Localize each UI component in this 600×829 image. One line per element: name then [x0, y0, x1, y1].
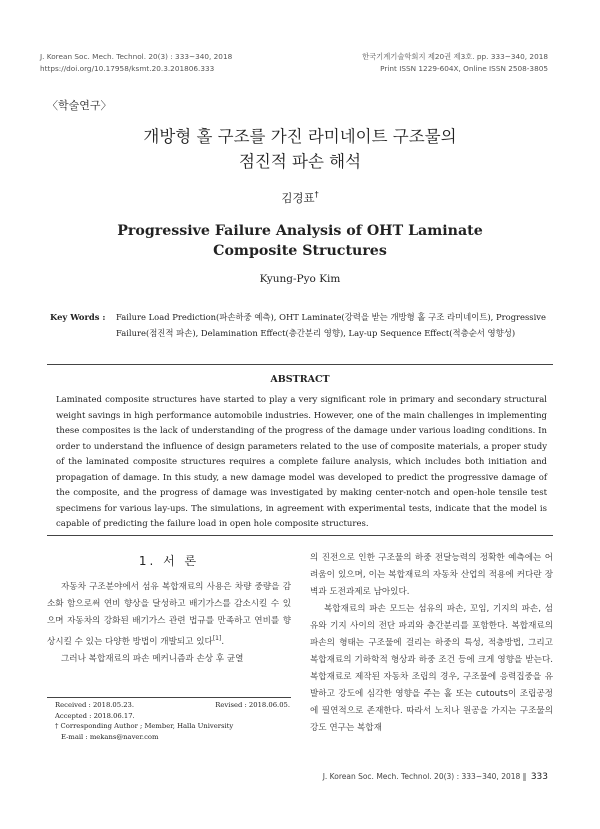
abstract-heading: ABSTRACT: [270, 374, 330, 385]
footnote: [55, 700, 295, 742]
title-korean-line-1: 개방형 홀 구조를 가진 라미네이트 구조물의: [143, 127, 457, 146]
body-column-left: [47, 579, 291, 668]
page-footer: [323, 772, 548, 782]
paragraph: 그러나 복합재료의 파손 메커니즘과 손상 후 균열: [61, 653, 244, 664]
citation: [1]: [212, 635, 222, 642]
accepted-date: Accepted : 2018.06.17.: [55, 711, 135, 720]
keywords-text: Failure Load Prediction(파손하중 예측), OHT Laminate(강력을 받는 개방형 홀 구조 라미네이트), Progressive Failure(점진적 파손), Delamination Effect(층간분리 영향), Lay-up Sequence Effect(적층순서 영향성): [116, 312, 546, 338]
corresponding-mark: †: [314, 190, 319, 200]
doi-link[interactable]: https://doi.org/10.17958/ksmt.20.3.201806.333: [40, 64, 215, 73]
revised-date: Revised : 2018.06.05.: [215, 701, 290, 709]
author-english: Kyung-Pyo Kim: [259, 273, 341, 285]
keywords-label: Key Words :: [50, 312, 106, 322]
footnote-divider: [47, 697, 291, 698]
section-heading-introduction: 1. 서 론: [138, 554, 200, 568]
divider-bottom: [47, 535, 553, 536]
divider-top: [47, 364, 553, 365]
title-english: [0, 221, 600, 261]
corresponding-author: † Corresponding Author ; Member, Halla University: [55, 722, 234, 730]
author-email: E-mail : mekans@naver.com: [61, 732, 159, 741]
received-date: Received : 2018.05.23.: [55, 701, 135, 709]
page-number: 333: [530, 772, 548, 782]
paragraph: 자동차 구조분야에서 섬유 복합재료의 사용은 차량 중량을 감소화 함으로써 연비 향상을 달성하고 배기가스를 감소시킬 수 있으며 자동차의 강화된 배기가스 관련 법규를 만족하고 연비를 향상시킬 수 있는 다양한 방법이 개발되고 있다[1].: [47, 582, 291, 647]
footer-separator: ‖: [522, 772, 527, 781]
journal-citation: J. Korean Soc. Mech. Technol. 20(3) : 333~340, 2018: [40, 52, 233, 61]
author-korean-name: 김경표: [281, 191, 315, 205]
title-korean-line-2: 점진적 파손 해석: [238, 152, 362, 171]
abstract-text: Laminated composite structures have started to play a very significant role in primary and secondary structural weight savings in high performance automobile industries. However, one of the main challenges in implementing these composites is the lack of understanding of the progress of the damage under various loading conditions. In order to understand the influence of design parameters related to the use of composite materials, a proper study of the laminated composite structures requires a complete failure analysis, which includes both initiation and propagation of damage. In this study, a new damage model was developed to predict the progressive damage of the composite, and the progress of damage was investigated by making center-notch and open-hole tensile test specimens for various lay-ups. The simulations, in agreement with experimental tests, indicate that the model is capable of predicting the failure load in open hole composite structures.: [56, 395, 547, 529]
footer-journal: J. Korean Soc. Mech. Technol. 20(3) : 333~340, 2018: [322, 772, 521, 781]
title-english-line-1: Progressive Failure Analysis of OHT Laminate: [117, 223, 483, 239]
title-english-line-2: Composite Structures: [213, 243, 387, 259]
running-header-right: [362, 51, 548, 75]
author-korean: [0, 190, 600, 206]
issn: Print ISSN 1229-604X, Online ISSN 2508-3805: [380, 64, 548, 73]
section-tag: 〈학술연구〉: [47, 99, 112, 112]
journal-citation-ko: 한국기계기술학회지 제20권 제3호. pp. 333~340, 2018: [362, 52, 548, 61]
paragraph: 의 진전으로 인한 구조물의 하중 전달능력의 정확한 예측에는 어려움이 있으며, 이는 복합재료의 자동차 산업의 적용에 커다란 장벽과 도전과제로 남아있다.: [310, 553, 553, 597]
body-column-right: [310, 550, 553, 737]
title-korean: [0, 124, 600, 174]
paragraph: 복합재료의 파손 모드는 섬유의 파손, 꼬임, 기지의 파손, 섬유와 기지 사이의 전단 파괴와 층간분리를 포함한다. 복합재료의 파손의 형태는 구조물에 걸리는 하중의 특성, 적층방법, 그리고 복합재료의 기하학적 형상과 하중 조건 등에 크게 영향을 받는다. 복합재료로 제작된 자동차 조립의 경우, 구조물에 응력집중을 유발하고 강도에 심각한 영향을 주는 홀 또는 cutouts이 조립공정에 필연적으로 존재한다. 따라서 노치나 원공을 가지는 구조물의 강도 연구는 복합재: [310, 604, 553, 733]
footnote-dates: [55, 700, 295, 711]
running-header-left: [40, 51, 232, 75]
